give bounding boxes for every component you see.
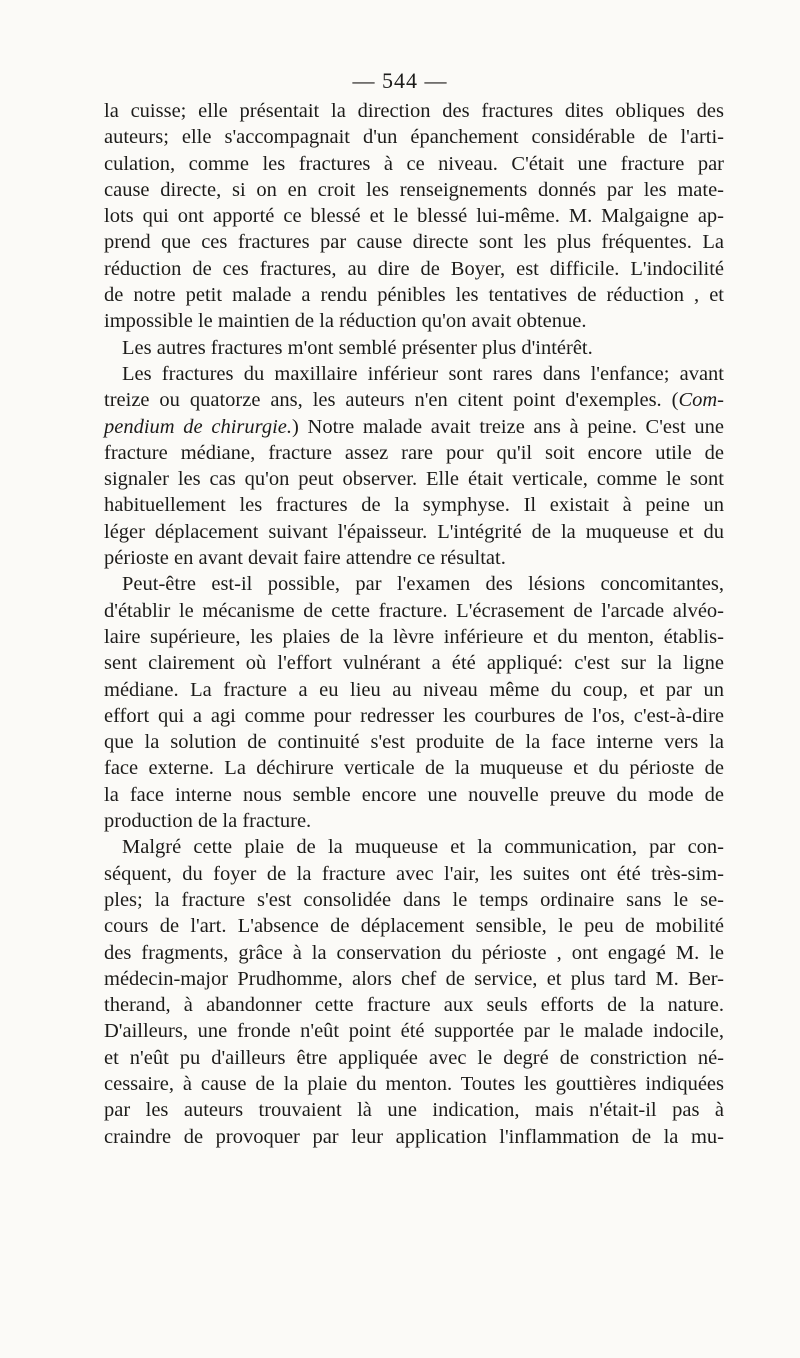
text-line (104, 387, 724, 413)
text-line (104, 755, 724, 781)
line-text: médiane. La fracture a eu lieu au niveau même du coup, et par un (104, 678, 724, 701)
text-line (104, 151, 724, 177)
line-text: cours de l'art. L'absence de déplacement sensible, le peu de mobilité (104, 915, 724, 938)
text-line (104, 966, 724, 992)
text-line (104, 1071, 724, 1097)
italic-text: Com- (678, 389, 724, 412)
line-text: la cuisse; elle présentait la direction des fractures dites obliques des (104, 100, 724, 122)
line-text: fracture médiane, fracture assez rare pour qu'il soit encore utile de (104, 441, 724, 464)
text-line (104, 1097, 724, 1123)
line-text: Peut-être est-il possible, par l'examen des lésions concomitantes, (122, 573, 724, 596)
line-text: culation, comme les fractures à ce niveau. C'était une fracture par (104, 152, 724, 175)
line-text: craindre de provoquer par leur application l'inflammation de la mu- (104, 1125, 724, 1148)
text-line (104, 414, 724, 440)
text-line (104, 124, 724, 150)
line-text: la face interne nous semble encore une nouvelle preuve du mode de (104, 783, 724, 806)
text-line (104, 861, 724, 887)
text-line (104, 782, 724, 808)
line-text: therand, à abandonner cette fracture aux seuls efforts de la nature. (104, 994, 724, 1017)
line-text: Malgré cette plaie de la muqueuse et la communication, par con- (122, 836, 724, 859)
line-text: auteurs; elle s'accompagnait d'un épanchement considérable de l'arti- (104, 126, 724, 149)
line-text: face externe. La déchirure verticale de la muqueuse et du périoste de (104, 757, 724, 780)
line-text: et n'eût pu d'ailleurs être appliquée avec le degré de constriction né- (104, 1046, 724, 1069)
text-line (104, 1018, 724, 1044)
line-text: périoste en avant devait faire attendre ce résultat. (104, 547, 506, 570)
line-text: Les fractures du maxillaire inférieur sont rares dans l'enfance; avant (122, 362, 724, 385)
line-text: cessaire, à cause de la plaie du menton. Toutes les gouttières indiquées (104, 1072, 724, 1095)
text-line (104, 466, 724, 492)
text-line (104, 98, 724, 124)
text-line (104, 177, 724, 203)
line-text: d'établir le mécanisme de cette fracture. L'écrasement de l'arcade alvéo- (104, 599, 724, 622)
line-text: séquent, du foyer de la fracture avec l'air, les suites ont été très-sim- (104, 862, 724, 885)
text-line (104, 519, 724, 545)
text-line (104, 913, 724, 939)
text-line (104, 940, 724, 966)
line-text: ples; la fracture s'est consolidée dans le temps ordinaire sans le se- (104, 888, 724, 911)
text-line (104, 729, 724, 755)
text-line (104, 203, 724, 229)
line-text: prend que ces fractures par cause directe sont les plus fréquentes. La (104, 231, 724, 254)
text-line (104, 545, 724, 571)
line-text: des fragments, grâce à la conservation du périoste , ont engagé M. le (104, 941, 724, 964)
line-text: sent clairement où l'effort vulnérant a été appliqué: c'est sur la ligne (104, 652, 724, 675)
text-line (104, 650, 724, 676)
line-text: habituellement les fractures de la symphyse. Il existait à peine un (104, 494, 724, 517)
text-line (104, 256, 724, 282)
text-line (104, 282, 724, 308)
line-text: lots qui ont apporté ce blessé et le blessé lui-même. M. Malgaigne ap- (104, 205, 724, 228)
line-text: effort qui a agi comme pour redresser les courbures de l'os, c'est-à-dire (104, 704, 724, 727)
text-line (104, 808, 724, 834)
line-text: production de la fracture. (104, 810, 312, 833)
line-text: médecin-major Prudhomme, alors chef de service, et plus tard M. Ber- (104, 967, 724, 990)
line-text: D'ailleurs, une fronde n'eût point été supportée par le malade indocile, (104, 1020, 724, 1043)
text-line (104, 1124, 724, 1150)
line-text: de notre petit malade a rendu pénibles les tentatives de réduction , et (104, 284, 724, 307)
body-text (104, 98, 724, 1150)
line-text: que la solution de continuité s'est produite de la face interne vers la (104, 731, 724, 754)
text-line (104, 440, 724, 466)
text-line (104, 361, 724, 387)
line-text: par les auteurs trouvaient là une indication, mais n'était-il pas à (104, 1099, 724, 1122)
text-line (104, 887, 724, 913)
text-line (104, 571, 724, 597)
text-line (104, 834, 724, 860)
page-number: — 544 — (352, 68, 448, 93)
line-text: Les autres fractures m'ont semblé présenter plus d'intérêt. (122, 336, 593, 359)
text-line (104, 992, 724, 1018)
text-line (104, 335, 724, 361)
text-line (104, 308, 724, 334)
text-line (104, 492, 724, 518)
text-line (104, 1045, 724, 1071)
line-text: impossible le maintien de la réduction qu'on avait obtenue. (104, 310, 587, 333)
line-text: réduction de ces fractures, au dire de Boyer, est difficile. L'indocilité (104, 257, 724, 280)
line-text: cause directe, si on en croit les renseignements donnés par les mate- (104, 178, 724, 201)
text-line (104, 703, 724, 729)
line-text: léger déplacement suivant l'épaisseur. L'intégrité de la muqueuse et du (104, 520, 724, 543)
text-line (104, 229, 724, 255)
line-text: laire supérieure, les plaies de la lèvre inférieure et du menton, établis- (104, 625, 724, 648)
line-text: ) Notre malade avait treize ans à peine. C'est une (292, 415, 724, 438)
text-line (104, 598, 724, 624)
line-text: signaler les cas qu'on peut observer. Elle était verticale, comme le sont (104, 468, 724, 491)
text-line (104, 624, 724, 650)
line-text: treize ou quatorze ans, les auteurs n'en citent point d'exemples. ( (104, 389, 679, 412)
text-line (104, 677, 724, 703)
italic-text: pendium de chirurgie. (104, 415, 292, 438)
